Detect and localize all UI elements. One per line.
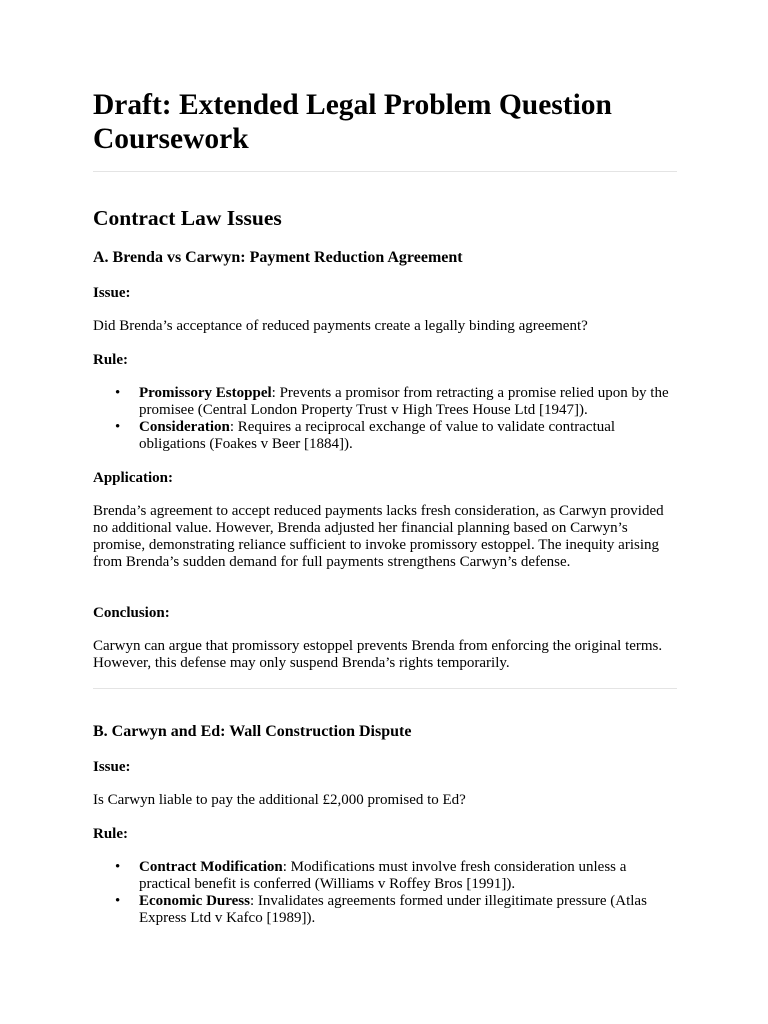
part-a-application-text: Brenda’s agreement to accept reduced payments lacks fresh consideration, as Carwyn provided no additional value. However, Brenda adjusted her financial planning based on Carwyn’s promise, demonstrating reliance sufficient to invoke promissory estoppel. The inequity arising from Brenda’s sudden demand for full payments strengthens Carwyn’s defense.: [93, 503, 664, 570]
section-divider: [93, 688, 677, 689]
part-a-rule-list: [93, 385, 677, 453]
rule-item: [139, 893, 677, 927]
rule-item: [139, 859, 677, 893]
rule-term: Economic Duress: [139, 893, 250, 909]
part-a-conclusion-label: Conclusion:: [93, 605, 170, 621]
part-b-issue-text: Is Carwyn liable to pay the additional £2,000 promised to Ed?: [93, 792, 466, 808]
title-divider: [93, 171, 677, 172]
document-title: Draft: Extended Legal Problem Question Coursework: [93, 89, 612, 155]
part-a-rule-label: Rule:: [93, 352, 128, 368]
rule-term: Promissory Estoppel: [139, 385, 272, 401]
section-heading: Contract Law Issues: [93, 206, 282, 230]
rule-term: Consideration: [139, 419, 230, 435]
part-a-issue-text: Did Brenda’s acceptance of reduced payments create a legally binding agreement?: [93, 318, 588, 334]
part-b-rule-list: [93, 859, 677, 927]
part-a-heading: A. Brenda vs Carwyn: Payment Reduction Agreement: [93, 249, 463, 266]
part-a-conclusion-text: Carwyn can argue that promissory estoppel prevents Brenda from enforcing the original terms. However, this defense may only suspend Brenda’s rights temporarily.: [93, 638, 663, 671]
part-a-issue-label: Issue:: [93, 285, 131, 301]
part-b-rule-label: Rule:: [93, 826, 128, 842]
rule-item: [139, 385, 677, 419]
rule-item: [139, 419, 677, 453]
rule-term: Contract Modification: [139, 859, 283, 875]
part-b-issue-label: Issue:: [93, 759, 131, 775]
rule-text: : Requires a reciprocal exchange of value to validate contractual obligations (Foakes v Beer [1884]).: [139, 419, 616, 452]
rule-text: : Prevents a promisor from retracting a promise relied upon by the promisee (Central London Property Trust v High Trees House Ltd [1947]).: [139, 385, 669, 418]
rule-text: : Invalidates agreements formed under illegitimate pressure (Atlas Express Ltd v Kafco [1989]).: [139, 893, 647, 926]
part-a-application-label: Application:: [93, 470, 174, 486]
part-b-heading: B. Carwyn and Ed: Wall Construction Dispute: [93, 723, 412, 740]
rule-text: : Modifications must involve fresh consideration unless a practical benefit is conferred (Williams v Roffey Bros [1991]).: [139, 859, 627, 892]
